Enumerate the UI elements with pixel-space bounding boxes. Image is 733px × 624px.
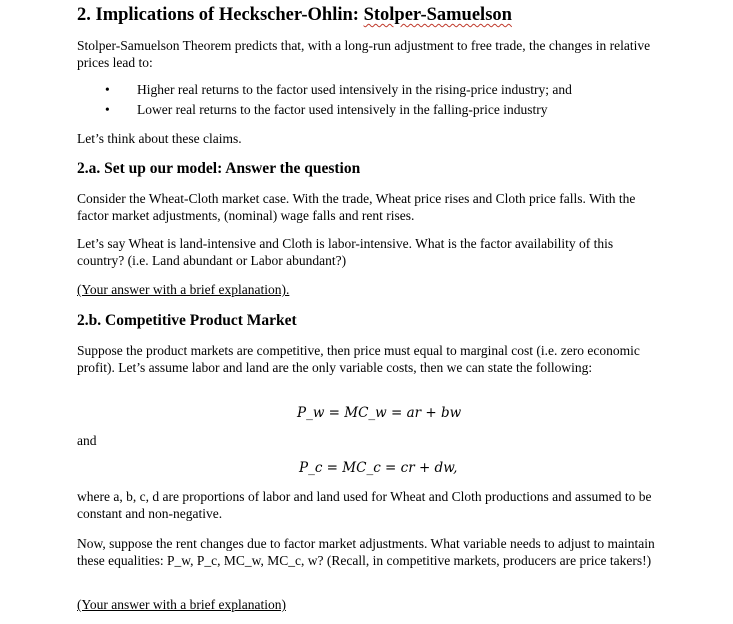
equation-cloth-text: P_c = MC_c = cr + dw, — [299, 460, 458, 476]
section-a-paragraph-2: Let’s say Wheat is land-intensive and Cloth is labor-intensive. What is the factor availability of this country? (i.e. Land abundant or Labor abundant?) — [77, 236, 614, 268]
intro-paragraph: Stolper-Samuelson Theorem predicts that, with a long-run adjustment to free trade, the changes in relative prices lead to: — [77, 38, 651, 70]
section-b-paragraph-2: where a, b, c, d are proportions of labor and land used for Wheat and Cloth productions and assumed to be constant and non-negative. — [77, 489, 652, 521]
section-title: 2. Implications of Heckscher-Ohlin: Stolper-Samuelson — [77, 5, 512, 25]
section-b-heading: 2.b. Competitive Product Market — [77, 312, 297, 329]
equation-wheat — [297, 405, 461, 421]
think-paragraph: Let’s think about these claims. — [77, 131, 242, 146]
section-b-paragraph-1: Suppose the product markets are competitive, then price must equal to marginal cost (i.e. zero economic profit). Let’s assume labor and land are the only variable costs, then we can state the following: — [77, 343, 640, 375]
answer-placeholder-b[interactable]: (Your answer with a brief explanation) — [77, 597, 286, 612]
section-b-paragraph-3: Now, suppose the rent changes due to factor market adjustments. What variable needs to adjust to maintain these equalities: P_w, P_c, MC_w, MC_c, w? (Recall, in competitive markets, producers are price takers!) — [77, 536, 655, 568]
section-a-heading: 2.a. Set up our model: Answer the question — [77, 160, 361, 177]
and-text: and — [77, 433, 97, 448]
bullet-item: • Higher real returns to the factor used intensively in the rising-price industry; and — [105, 82, 572, 97]
answer-placeholder-a[interactable]: (Your answer with a brief explanation). — [77, 282, 290, 297]
equation-wheat-text: P_w = MC_w = ar + bw — [297, 405, 462, 421]
equation-cloth — [299, 460, 457, 476]
spellcheck-flagged-word: Stolper-Samuelson — [363, 5, 512, 25]
bullet-item: • Lower real returns to the factor used intensively in the falling-price industry — [105, 102, 548, 117]
section-a-paragraph-1: Consider the Wheat-Cloth market case. With the trade, Wheat price rises and Cloth price falls. With the factor market adjustments, (nominal) wage falls and rent rises. — [77, 191, 636, 223]
